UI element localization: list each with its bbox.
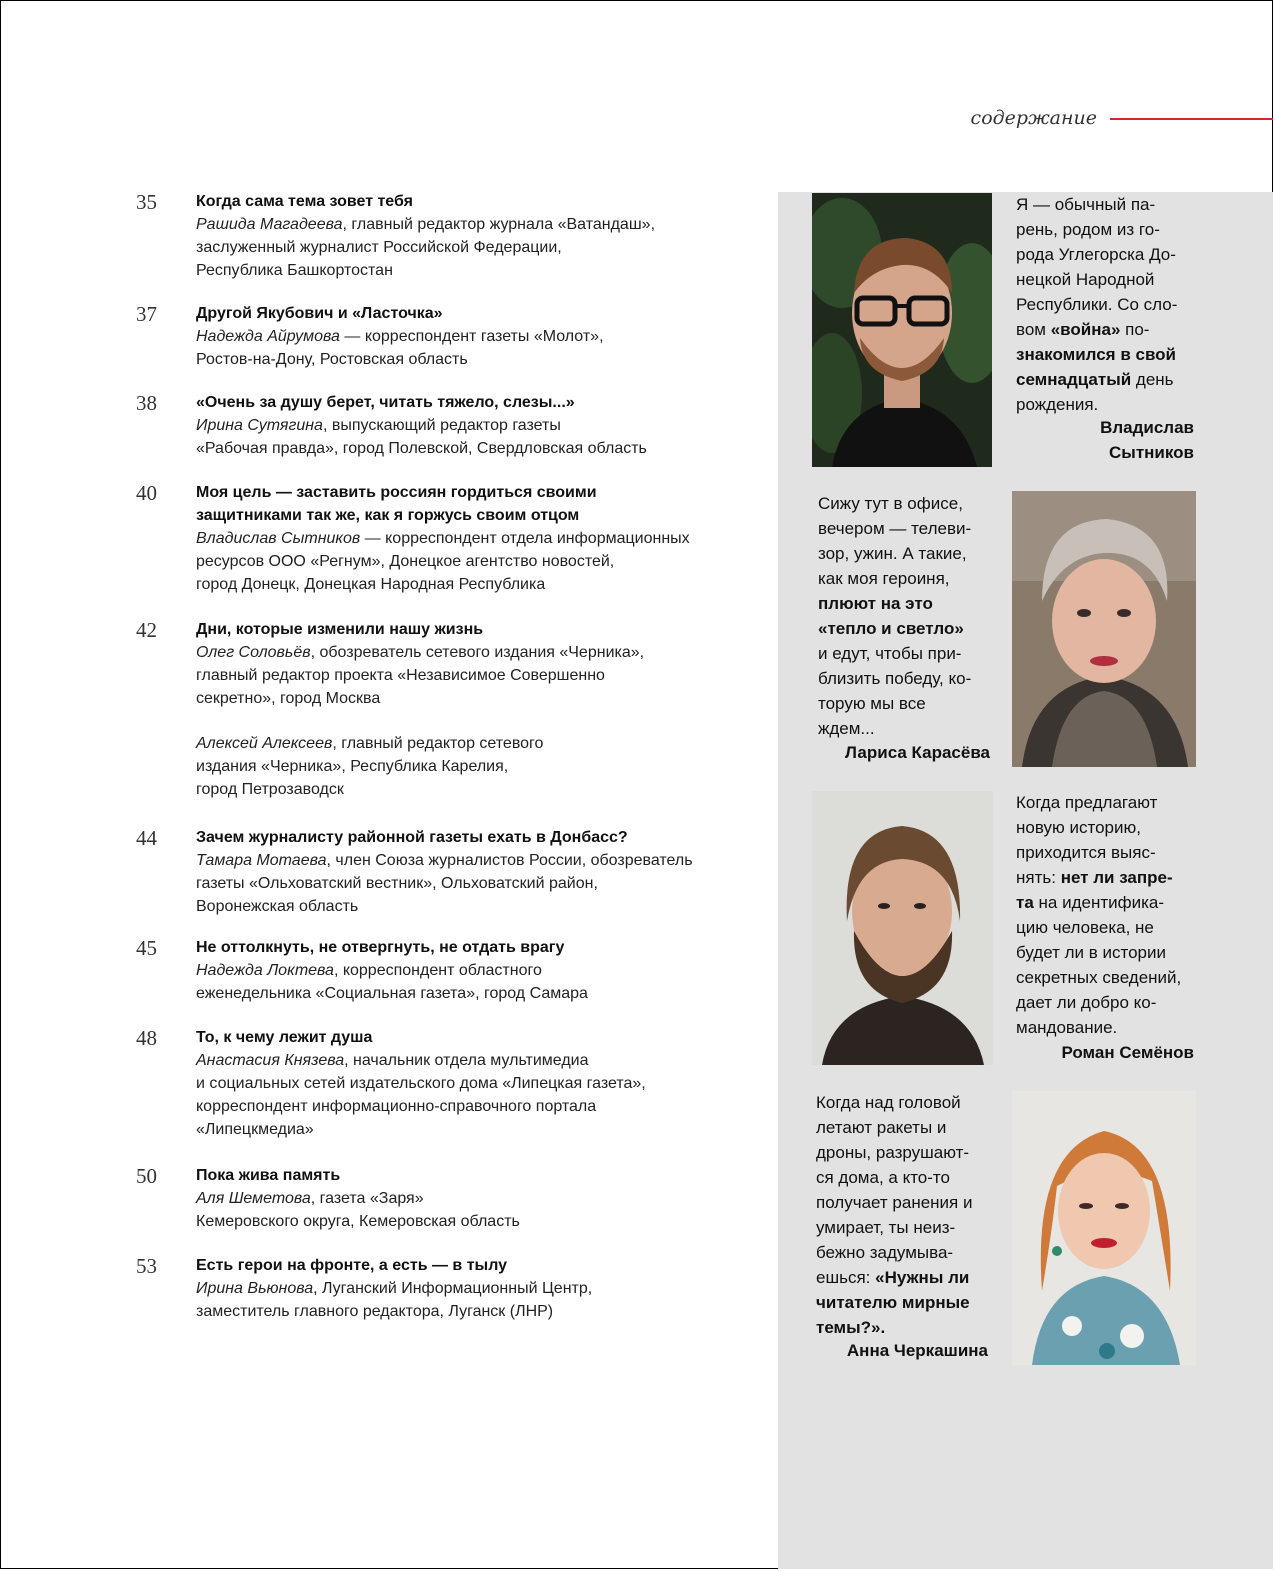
toc-description-line: «Рабочая правда», город Полевской, Свердловская область [196, 440, 647, 457]
toc-description-line: Воронежская область [196, 898, 359, 915]
toc-author-name: Надежда Локтева [196, 962, 334, 979]
toc-title: Зачем журналисту районной газеты ехать в Донбасс? [196, 829, 628, 846]
toc-entry[interactable] [136, 391, 816, 460]
quote-roman-semenov [1016, 790, 1206, 1040]
quote-line: дроны, разрушают- [816, 1143, 970, 1162]
quote-line: дает ли добро ко- [1016, 993, 1157, 1012]
quote-line: приходится выяс- [1016, 843, 1156, 862]
quote-line: получает ранения и [816, 1193, 973, 1212]
toc-description-line: ресурсов ООО «Регнум», Донецкое агентство новостей, [196, 553, 615, 570]
quote-line: та на идентифика- [1016, 893, 1165, 912]
quote-line: плюют на это [818, 594, 933, 613]
quote-line: ешься: «Нужны ли [816, 1268, 970, 1287]
quote-vladislav-sytnikov [1016, 192, 1206, 417]
toc-page-number: 45 [136, 936, 157, 960]
toc-entry[interactable] [136, 1026, 816, 1141]
toc-entry[interactable] [136, 481, 816, 596]
toc-entry[interactable] [136, 826, 816, 918]
toc-description-line: город Петрозаводск [196, 781, 344, 798]
quote-line: нять: нет ли запре- [1016, 868, 1173, 887]
toc-page-number: 44 [136, 826, 157, 850]
quote-line: знакомился в свой [1016, 345, 1177, 364]
toc-page-number: 48 [136, 1026, 157, 1050]
toc-description-line: заслуженный журналист Российской Федерации, [196, 239, 562, 256]
quote-line: летают ракеты и [816, 1118, 947, 1137]
quote-line: и едут, чтобы при- [818, 644, 962, 663]
quote-author-line: Лариса Карасёва [845, 743, 990, 762]
quote-line: цию человека, не [1016, 918, 1154, 937]
quote-line: нецкой Народной [1016, 270, 1155, 289]
toc-title: Другой Якубович и «Ласточка» [196, 305, 443, 322]
toc-page-number: 35 [136, 190, 157, 214]
toc-page-number: 38 [136, 391, 157, 415]
toc-page-number: 53 [136, 1254, 157, 1278]
toc-title: «Очень за душу берет, читать тяжело, слезы...» [196, 394, 575, 411]
quote-line: читателю мирные [816, 1293, 970, 1312]
toc-entry[interactable] [136, 1254, 816, 1323]
toc-author-name: Ирина Сутягина [196, 417, 323, 434]
toc-title: Моя цель — заставить россиян гордиться своими [196, 484, 597, 501]
toc-description-line: Рашида Магадеева, главный редактор журнала «Ватандаш», [196, 216, 656, 233]
toc-description-line: еженедельника «Социальная газета», город Самара [196, 985, 588, 1002]
toc-page-number: 40 [136, 481, 157, 505]
toc-author-name: Тамара Мотаева [196, 852, 327, 869]
toc-author-name: Аля Шеметова [196, 1190, 311, 1207]
toc-title: Есть герои на фронте, а есть — в тылу [196, 1257, 508, 1274]
quote-line: ся дома, а кто-то [816, 1168, 950, 1187]
toc-description-line: Надежда Локтева, корреспондент областного [196, 962, 542, 979]
toc-page-number: 42 [136, 618, 157, 642]
quote-line: бежно задумыва- [816, 1243, 954, 1262]
portrait-anna-cherkashina [1012, 1091, 1196, 1365]
toc-description-line: Надежда Айрумова — корреспондент газеты «Молот», [196, 328, 604, 345]
section-label: содержание [970, 107, 1097, 129]
toc-description-line: Ирина Сутягина, выпускающий редактор газеты [196, 417, 561, 434]
toc-entry[interactable] [136, 302, 816, 371]
quote-line: «тепло и светло» [818, 619, 964, 638]
toc-description-line: главный редактор проекта «Независимое Совершенно [196, 667, 605, 684]
quote-line: Когда предлагают [1016, 793, 1158, 812]
toc-description-line: Республика Башкортостан [196, 262, 393, 279]
toc-author-name: Ирина Вьюнова [196, 1280, 314, 1297]
toc-page-number: 37 [136, 302, 157, 326]
toc-author-name: Владислав Сытников [196, 530, 361, 547]
quote-line: рень, родом из го- [1016, 220, 1160, 239]
portrait-vladislav-sytnikov [812, 193, 992, 467]
toc-description-line: Ростов-на-Дону, Ростовская область [196, 351, 468, 368]
quote-line: Я — обычный па- [1016, 195, 1156, 214]
toc-description-line: Анастасия Князева, начальник отдела мультимедиа [196, 1052, 589, 1069]
quote-line: рода Углегорска До- [1016, 245, 1176, 264]
toc-author-name: Рашида Магадеева [196, 216, 343, 233]
quote-line: умирает, ты неиз- [816, 1218, 956, 1237]
toc-entry[interactable] [136, 1164, 816, 1233]
toc-description-line: издания «Черника», Республика Карелия, [196, 758, 509, 775]
toc-title: Не оттолкнуть, не отвергнуть, не отдать врагу [196, 939, 565, 956]
quote-author-anna-cherkashina [816, 1338, 988, 1363]
toc-title: То, к чему лежит душа [196, 1029, 373, 1046]
toc-title: Когда сама тема зовет тебя [196, 193, 413, 210]
toc-entry[interactable] [136, 618, 816, 801]
toc-description-line: секретно», город Москва [196, 690, 381, 707]
portrait-larisa-karaseva [1012, 491, 1196, 767]
toc-title: Пока жива память [196, 1167, 341, 1184]
quote-line: Когда над головой [816, 1093, 961, 1112]
toc-description-line: Ирина Вьюнова, Луганский Информационный Центр, [196, 1280, 593, 1297]
quote-line: Республики. Со сло- [1016, 295, 1178, 314]
quote-line: рождения. [1016, 395, 1099, 414]
quote-line: Сижу тут в офисе, [818, 494, 963, 513]
toc-page-number: 50 [136, 1164, 157, 1188]
quote-line: зор, ужин. А такие, [818, 544, 967, 563]
toc-description-line: и социальных сетей издательского дома «Липецкая газета», [196, 1075, 646, 1092]
quote-line: вом «война» по- [1016, 320, 1150, 339]
toc-title: защитниками так же, как я горжусь своим отцом [196, 507, 580, 524]
quote-line: мандование. [1016, 1018, 1118, 1037]
quote-line: ждем... [818, 719, 875, 738]
quote-line: новую историю, [1016, 818, 1141, 837]
toc-description-line: Тамара Мотаева, член Союза журналистов России, обозреватель [196, 852, 693, 869]
toc-description-line: Владислав Сытников — корреспондент отдела информационных [196, 530, 690, 547]
toc-entry[interactable] [136, 936, 816, 1005]
quote-author-line: Сытников [1109, 443, 1194, 462]
toc-description-line: Алексей Алексеев, главный редактор сетевого [196, 735, 544, 752]
quote-line: торую мы все [818, 694, 926, 713]
quote-anna-cherkashina [816, 1090, 1008, 1340]
quote-line: близить победу, ко- [818, 669, 972, 688]
quote-author-vladislav-sytnikov [1016, 415, 1194, 465]
quote-author-larisa-karaseva [818, 740, 990, 765]
quote-author-line: Анна Черкашина [846, 1341, 988, 1360]
toc-description-line: Аля Шеметова, газета «Заря» [196, 1190, 424, 1207]
quote-author-line: Владислав [1100, 418, 1194, 437]
toc-author-name: Надежда Айрумова [196, 328, 340, 345]
toc-author-name: Алексей Алексеев [196, 735, 333, 752]
portrait-roman-semenov [812, 791, 993, 1065]
toc-description-line: газеты «Ольховатский вестник», Ольховатский район, [196, 875, 598, 892]
quote-line: как моя героиня, [818, 569, 950, 588]
toc-author-name: Анастасия Князева [196, 1052, 345, 1069]
toc-description-line: «Липецкмедиа» [196, 1121, 314, 1138]
quote-line: секретных сведений, [1016, 968, 1182, 987]
quote-line: вечером — телеви- [818, 519, 972, 538]
toc-entry[interactable] [136, 190, 816, 282]
quote-line: темы?». [816, 1318, 886, 1337]
toc-description-line: заместитель главного редактора, Луганск (ЛНР) [196, 1303, 554, 1320]
toc-description-line: город Донецк, Донецкая Народная Республика [196, 576, 546, 593]
quote-line: будет ли в истории [1016, 943, 1167, 962]
quote-author-roman-semenov [1016, 1040, 1194, 1065]
quote-larisa-karaseva [818, 491, 1008, 741]
header-accent-rule [1110, 118, 1273, 120]
toc-description-line: Олег Соловьёв, обозреватель сетевого издания «Черника», [196, 644, 645, 661]
toc-author-name: Олег Соловьёв [196, 644, 311, 661]
toc-title: Дни, которые изменили нашу жизнь [196, 621, 484, 638]
toc-description-line: корреспондент информационно-справочного портала [196, 1098, 597, 1115]
toc-description-line: Кемеровского округа, Кемеровская область [196, 1213, 520, 1230]
quote-line: семнадцатый день [1016, 370, 1174, 389]
quote-author-line: Роман Семёнов [1061, 1043, 1194, 1062]
